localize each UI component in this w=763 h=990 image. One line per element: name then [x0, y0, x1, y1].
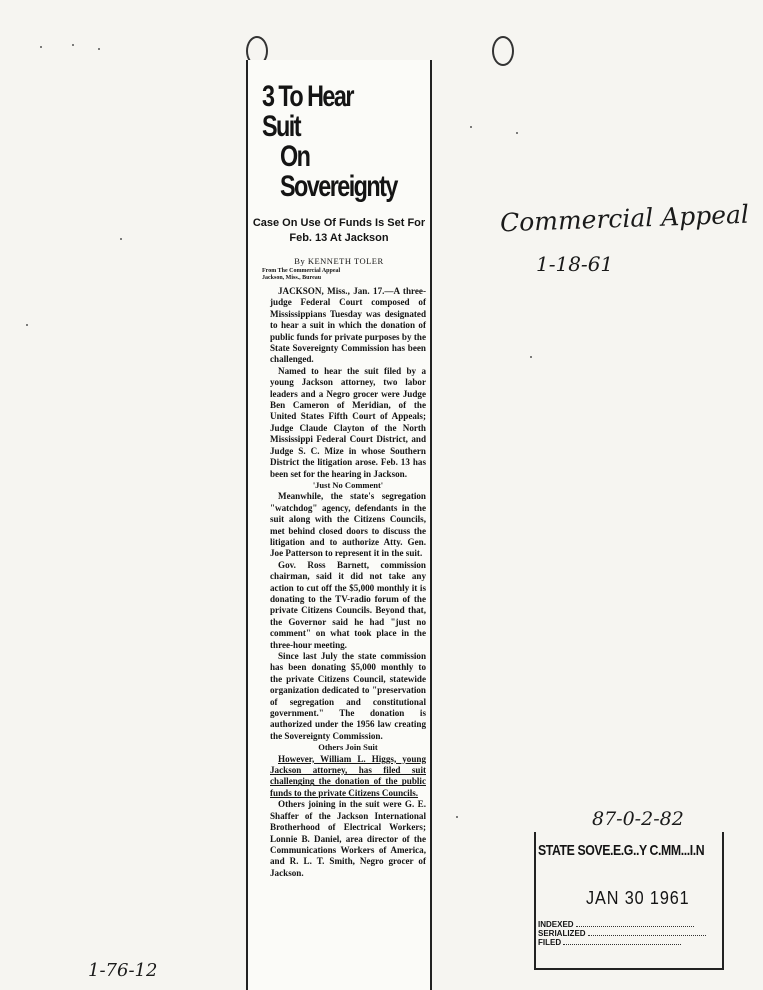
paragraph-1: JACKSON, Miss., Jan. 17.—A three-judge Federal Court composed of Mississippians Tuesday was designated to hear a suit in which the donation of public funds for private purposes by the State Sovereignty Commission has been challenged.: [270, 286, 426, 365]
dotted-line: [563, 938, 681, 945]
stamp-fields: [538, 920, 706, 947]
stamp-serialized-label: SERIALIZED: [538, 929, 586, 938]
stamp-field-filed: [538, 938, 706, 947]
source-credit: [262, 268, 430, 282]
source-line1: From The Commercial Appeal: [262, 268, 341, 274]
speckle: [456, 816, 458, 818]
filing-stamp: [534, 832, 728, 974]
source-line2: Jackson, Miss., Bureau: [262, 275, 322, 281]
headline-line1: 3 To Hear Suit: [262, 80, 353, 143]
punch-hole-right: [492, 36, 514, 66]
paragraph-6: However, William L. Higgs, young Jackson attorney, has filed suit challenging the donation of the public funds to the private Citizens Councils.: [270, 753, 426, 798]
paragraph-4: Gov. Ross Barnett, commission chairman, said it did not take any action to cut off the $5,000 monthly it is donating to the TV-radio forum of the private Citizens Councils. Beyond that, the Governor said he had "just no comment" on what took place in the three-hour meeting.: [270, 559, 426, 650]
dotted-line: [588, 929, 706, 936]
stamp-filed-label: FILED: [538, 938, 562, 947]
subheadline: Case On Use Of Funds Is Set For Feb. 13 At Jackson: [252, 217, 426, 244]
article-body: [248, 282, 430, 879]
stamp-field-serialized: [538, 929, 706, 938]
handwritten-paper-name: Commercial Appeal: [499, 199, 750, 238]
handwritten-serial-mark: 87-0-2-82: [592, 808, 684, 830]
paragraph-7: Others joining in the suit were G. E. Shaffer of the Jackson International Brotherhood of Electrical Workers; Lonnie B. Daniel, area director of the Communications Workers of America, and R. L. T. Smith, Negro grocer of Jackson.: [270, 799, 426, 878]
stamp-field-indexed: [538, 920, 706, 929]
speckle: [516, 132, 518, 134]
speckle: [470, 126, 472, 128]
speckle: [26, 324, 28, 326]
paragraph-3: Meanwhile, the state's segregation "watchdog" agency, defendants in the suit along with the Citizens Councils, met behind closed doors to discuss the litigation and to authorize Atty. Gen. Joe Patterson to represent it in the suit.: [270, 491, 426, 559]
stamp-title: STATE SOVE.E.G..Y C.MM...I.N: [538, 842, 705, 859]
byline: By KENNETH TOLER: [294, 256, 384, 266]
paragraph-2: Named to hear the suit filed by a young Jackson attorney, two labor leaders and a Negro grocer were Judge Ben Cameron of Meridian, of the United States Fifth Court of Appeals; Judge Claude Clayton of the North Mississippi Federal Court District, and Judge S. C. Mize in whose Southern District the litigation arose. Feb. 13 has been set for the hearing in Jackson.: [270, 365, 426, 479]
speckle: [72, 44, 74, 46]
subhead-just-no-comment: 'Just No Comment': [312, 479, 384, 490]
handwritten-file-number: 1-76-12: [88, 960, 158, 981]
stamp-indexed-label: INDEXED: [538, 920, 574, 929]
speckle: [530, 356, 532, 358]
speckle: [120, 238, 122, 240]
speckle: [98, 48, 100, 50]
paragraph-5: Since last July the state commission has been donating $5,000 monthly to the private Citizens Council, statewide organization dedicated to "preservation of segregation and constitutional government." The donation is authorized under the 1956 law creating the Sovereignty Commission.: [270, 651, 426, 741]
subhead-others-join-suit: Others Join Suit: [318, 742, 378, 753]
stamp-date: JAN 30 1961: [586, 888, 690, 908]
speckle: [40, 46, 42, 48]
dotted-line: [576, 920, 694, 927]
headline-line2: On Sovereignty: [280, 140, 397, 203]
headline: [248, 82, 430, 202]
newspaper-clipping: [246, 60, 432, 990]
handwritten-date: 1-18-61: [536, 252, 614, 276]
